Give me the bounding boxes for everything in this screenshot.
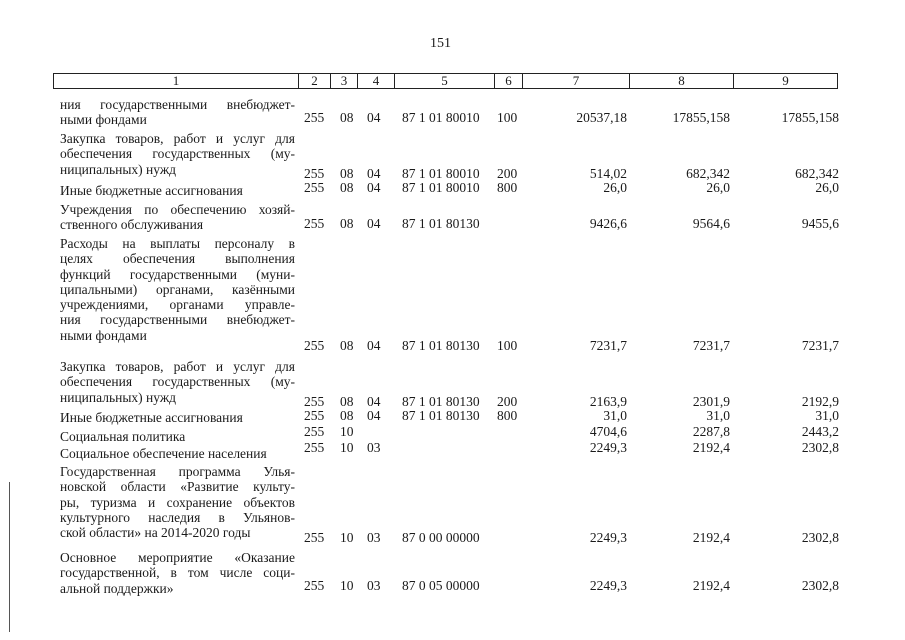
cell-c9: 2192,9 (801, 394, 839, 409)
description-line: культурного наследия в Ульянов- (60, 509, 295, 525)
cell-c2: 255 (304, 180, 325, 195)
cell-c5: 87 1 01 80130 (402, 338, 480, 353)
description-line: Иные бюджетные ассигнования (60, 183, 243, 198)
cell-c9: 2302,8 (801, 440, 839, 455)
cell-c4: 04 (367, 338, 381, 353)
cell-c6: 800 (497, 180, 518, 195)
header-cell-3: 3 (330, 73, 358, 89)
description-line: ными фондами (60, 112, 147, 128)
cell-c5: 87 0 05 00000 (402, 578, 480, 593)
cell-c3: 08 (340, 166, 354, 181)
description-line: Государственная программа Улья- (60, 464, 295, 479)
description-line: новской области «Развитие культу- (60, 479, 295, 495)
row-description (60, 183, 295, 198)
description-line: ниципальных) нужд (60, 389, 177, 405)
description-line: Социальная политика (60, 429, 186, 444)
cell-c2: 255 (304, 394, 325, 409)
cell-c7: 4704,6 (589, 424, 627, 439)
cell-c8: 2192,4 (692, 440, 730, 455)
header-cell-4: 4 (357, 73, 395, 89)
cell-c5: 87 1 01 80130 (402, 394, 480, 409)
cell-c9: 2443,2 (801, 424, 839, 439)
row-description (60, 464, 295, 540)
cell-c5: 87 0 00 00000 (402, 530, 480, 545)
description-line: обеспечения государственных (му- (60, 146, 295, 162)
cell-c5: 87 1 01 80130 (402, 408, 480, 423)
header-cell-1: 1 (53, 73, 299, 89)
cell-c3: 08 (340, 408, 354, 423)
cell-c3: 08 (340, 394, 354, 409)
cell-c9: 2302,8 (801, 530, 839, 545)
cell-c8: 7231,7 (692, 338, 730, 353)
cell-c4: 04 (367, 216, 381, 231)
cell-c3: 08 (340, 338, 354, 353)
cell-c7: 2249,3 (589, 440, 627, 455)
description-line: целях обеспечения выполнения (60, 251, 295, 267)
cell-c4: 04 (367, 394, 381, 409)
cell-c5: 87 1 01 80010 (402, 166, 480, 181)
description-line: Закупка товаров, работ и услуг для (60, 131, 295, 146)
cell-c3: 10 (340, 578, 354, 593)
header-cell-6: 6 (494, 73, 523, 89)
cell-c4: 03 (367, 578, 381, 593)
row-description (60, 550, 295, 596)
description-line: ния государственными внебюджет- (60, 97, 295, 112)
cell-c7: 31,0 (603, 408, 627, 423)
description-line: ниципальных) нужд (60, 161, 177, 177)
cell-c6: 800 (497, 408, 518, 423)
cell-c9: 17855,158 (781, 110, 839, 125)
cell-c4: 04 (367, 408, 381, 423)
cell-c4: 03 (367, 530, 381, 545)
cell-c5: 87 1 01 80010 (402, 180, 480, 195)
cell-c8: 682,342 (686, 166, 730, 181)
cell-c8: 17855,158 (672, 110, 730, 125)
cell-c7: 2249,3 (589, 578, 627, 593)
cell-c8: 2301,9 (692, 394, 730, 409)
row-description (60, 446, 295, 461)
cell-c3: 10 (340, 424, 354, 439)
cell-c2: 255 (304, 440, 325, 455)
cell-c7: 9426,6 (589, 216, 627, 231)
cell-c8: 2192,4 (692, 578, 730, 593)
cell-c2: 255 (304, 110, 325, 125)
description-line: альной поддержки» (60, 580, 174, 596)
description-line: ской области» на 2014-2020 годы (60, 525, 251, 541)
description-line: ния государственными внебюджет- (60, 312, 295, 328)
cell-c8: 26,0 (706, 180, 730, 195)
cell-c3: 10 (340, 440, 354, 455)
cell-c3: 08 (340, 180, 354, 195)
cell-c7: 20537,18 (576, 110, 627, 125)
cell-c4: 03 (367, 440, 381, 455)
description-line: Закупка товаров, работ и услуг для (60, 359, 295, 374)
cell-c2: 255 (304, 216, 325, 231)
description-line: учреждениями, органами управле- (60, 297, 295, 313)
cell-c7: 7231,7 (589, 338, 627, 353)
row-description (60, 97, 295, 128)
row-description (60, 429, 295, 444)
description-line: Социальное обеспечение населения (60, 446, 267, 461)
cell-c9: 2302,8 (801, 578, 839, 593)
cell-c7: 514,02 (589, 166, 627, 181)
description-line: функций государственными (муни- (60, 266, 295, 282)
cell-c8: 31,0 (706, 408, 730, 423)
description-line: обеспечения государственных (му- (60, 374, 295, 390)
cell-c6: 100 (497, 338, 518, 353)
cell-c7: 2249,3 (589, 530, 627, 545)
description-line: ры, туризма и сохранение объектов (60, 494, 295, 510)
row-description (60, 359, 295, 405)
cell-c4: 04 (367, 110, 381, 125)
row-description (60, 131, 295, 177)
cell-c2: 255 (304, 166, 325, 181)
cell-c8: 2192,4 (692, 530, 730, 545)
description-line: Расходы на выплаты персоналу в (60, 236, 295, 251)
cell-c4: 04 (367, 166, 381, 181)
description-line: государственной, в том числе соци- (60, 565, 295, 581)
cell-c9: 26,0 (815, 180, 839, 195)
cell-c7: 2163,9 (589, 394, 627, 409)
description-line: Учреждения по обеспечению хозяй- (60, 202, 295, 217)
description-line: ципальными) органами, казёнными (60, 281, 295, 297)
cell-c3: 10 (340, 530, 354, 545)
cell-c6: 200 (497, 166, 518, 181)
header-cell-7: 7 (522, 73, 630, 89)
header-cell-2: 2 (298, 73, 331, 89)
cell-c6: 100 (497, 110, 518, 125)
cell-c9: 7231,7 (801, 338, 839, 353)
header-cell-9: 9 (733, 73, 838, 89)
header-cell-8: 8 (629, 73, 734, 89)
cell-c2: 255 (304, 530, 325, 545)
cell-c4: 04 (367, 180, 381, 195)
description-line: ственного обслуживания (60, 217, 204, 233)
description-line: ными фондами (60, 327, 147, 343)
cell-c2: 255 (304, 424, 325, 439)
cell-c7: 26,0 (603, 180, 627, 195)
row-description (60, 236, 295, 343)
cell-c2: 255 (304, 408, 325, 423)
cell-c8: 2287,8 (692, 424, 730, 439)
margin-line (9, 482, 10, 632)
description-line: Основное мероприятие «Оказание (60, 550, 295, 565)
cell-c5: 87 1 01 80130 (402, 216, 480, 231)
header-cell-5: 5 (394, 73, 495, 89)
cell-c3: 08 (340, 216, 354, 231)
row-description (60, 202, 295, 233)
cell-c2: 255 (304, 338, 325, 353)
cell-c5: 87 1 01 80010 (402, 110, 480, 125)
cell-c6: 200 (497, 394, 518, 409)
cell-c3: 08 (340, 110, 354, 125)
cell-c9: 9455,6 (801, 216, 839, 231)
page-number: 151 (430, 36, 451, 51)
cell-c9: 31,0 (815, 408, 839, 423)
cell-c2: 255 (304, 578, 325, 593)
cell-c8: 9564,6 (692, 216, 730, 231)
description-line: Иные бюджетные ассигнования (60, 410, 243, 425)
cell-c9: 682,342 (795, 166, 839, 181)
row-description (60, 410, 295, 425)
